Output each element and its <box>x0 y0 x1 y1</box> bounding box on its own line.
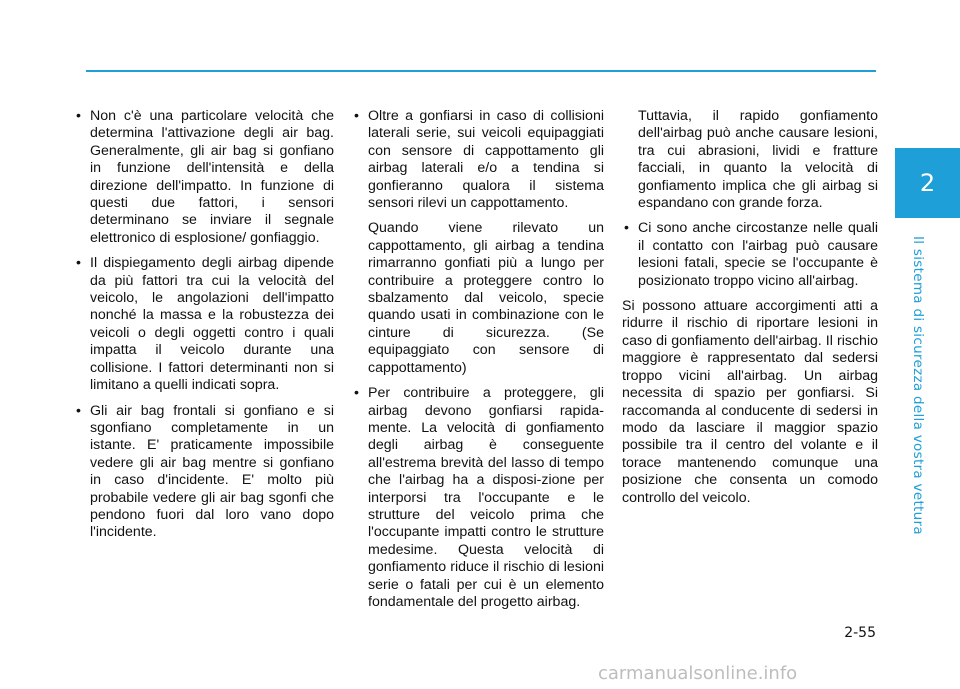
list-item: • Oltre a gonfiarsi in caso di collisioni laterali serie, sui veicoli equipaggiati con sensore di cappottamento gli airbag laterali e/o a tendina si gonfieranno qualora il sistema sensori rilevi un cappottamento. <box>354 108 604 212</box>
chapter-title-vertical: Il sistema di sicurezza della vostra vettura <box>910 236 926 535</box>
list-item-continuation: Quando viene rilevato un cappottamento, gli airbag a tendina rimarranno gonfiati più a lungo per contribuire a proteggere contro lo sbalzamento dal veicolo, specie quando usati in combinazione con le cinture di sicurezza. (Se equipaggiato con sensore di cappottamento) <box>368 220 604 376</box>
chapter-tab[interactable] <box>895 148 960 218</box>
list-item: • Gli air bag frontali si gonfiano e si sgonfiano completamente in un istante. E' praticamente impossibile vedere gli air bag mentre si gonfiano in caso d'incidente. E' molto più probabile vedere gli air bag sgonfi che pendono fuori dal loro vano dopo l'incidente. <box>76 402 334 541</box>
chapter-number: 2 <box>919 169 936 197</box>
bullet-icon: • <box>76 402 81 419</box>
list-item: • Ci sono anche circostanze nelle quali il contatto con l'airbag può causare lesioni fatali, specie se l'occupante è posizionato troppo vicino all'airbag. <box>624 220 878 289</box>
bullet-list <box>352 108 604 212</box>
watermark: carmanualsonline.info <box>598 663 798 684</box>
body-paragraph: Si possono attuare accorgimenti atti a ridurre il rischio di riportare lesioni in caso di gonfiamento dell'airbag. Il rischio maggiore è rappresentato dal sedersi troppo vicini all'airbag. Un airbag necessita di spazio per gonfiarsi. Si raccomanda al conducente di sedersi in modo da lasciare il maggior spazio possibile tra il centro del volante e il torace mantenendo comunque una posizione che consenta un comodo controllo del veicolo. <box>622 298 878 506</box>
bullet-icon: • <box>76 255 81 272</box>
bullet-icon: • <box>624 220 629 237</box>
text-column-2 <box>352 108 604 619</box>
bullet-list <box>352 385 604 611</box>
list-item: • Per contribuire a proteggere, gli airbag devono gonfiarsi rapida-mente. La velocità di gonfiamento degli airbag è conseguente all'estrema brevità del lasso di tempo che l'airbag ha a disposi-zione per interporsi tra l'occupante e le strutture del veicolo prima che l'occupante impatti contro le strutture medesime. Questa velocità di gonfiamento riduce il rischio di lesioni serie o fatali per cui è un elemento fondamentale del progetto airbag. <box>354 385 604 610</box>
list-item-continuation: Tuttavia, il rapido gonfiamento dell'airbag può anche causare lesioni, tra cui abrasioni, lividi e fratture facciali, in quanto la velocità di gonfiamento implica che gli airbag si espandano con grande forza. <box>638 108 878 212</box>
list-item: • Non c'è una particolare velocità che determina l'attivazione degli air bag. Generalmente, gli air bag si gonfiano in funzione dell'intensità e della direzione dell'impatto. In funzione di questi due fattori, i sensori determinano se inviare il segnale elettronico di esplosione/ gonfiaggio. <box>76 108 334 246</box>
bullet-icon: • <box>76 108 81 124</box>
page-number: 2-55 <box>844 625 876 641</box>
list-item: • Il dispiegamento degli airbag dipende da più fattori tra cui la velocità del veicolo, le angolazioni dell'impatto nonché la massa e la robustezza dei veicoli o degli oggetti contro i quali impatta il veicolo durante una collisione. I fattori determinanti non si limitano a quelli indicati sopra. <box>76 255 334 394</box>
bullet-list <box>74 108 334 542</box>
bullet-icon: • <box>354 385 359 402</box>
text-column-3 <box>622 108 878 515</box>
text-column-1 <box>74 108 334 550</box>
bullet-icon: • <box>354 108 359 124</box>
header-rule <box>86 70 876 72</box>
bullet-list <box>622 220 878 290</box>
